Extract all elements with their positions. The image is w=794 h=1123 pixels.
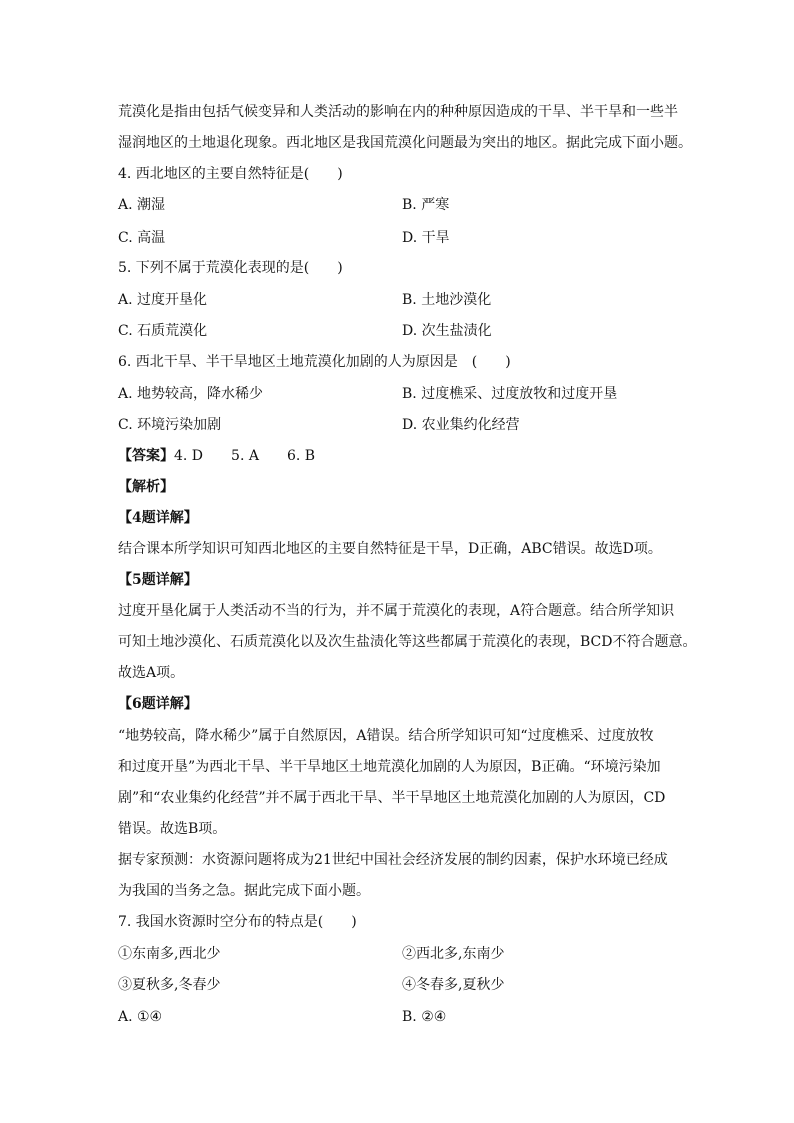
question-4-option-d: D. 干旱: [402, 230, 450, 246]
question-5-option-b: B. 土地沙漠化: [402, 292, 492, 308]
question-6-option-c: C. 环境污染加剧: [118, 417, 222, 433]
question-6-stem: 6. 西北干旱、半干旱地区土地荒漠化加剧的人为原因是 ( ): [118, 354, 511, 370]
answer-text: 4. D 5. A 6. B: [174, 448, 316, 464]
answer-line: [118, 446, 315, 466]
question-5-stem: 5. 下列不属于荒漠化表现的是( ): [118, 260, 343, 276]
question-6-option-a: A. 地势较高，降水稀少: [118, 386, 264, 402]
question-6-option-d: D. 农业集约化经营: [402, 417, 520, 433]
question-4-option-b: B. 严寒: [402, 197, 450, 213]
question-4-stem: 4. 西北地区的主要自然特征是( ): [118, 166, 343, 182]
detail-6-line-1: “地势较高，降水稀少”属于自然原因，A错误。结合所学知识可知“过度樵采、过度放牧: [118, 728, 654, 744]
question-4-option-a: A. 潮湿: [118, 197, 166, 213]
question-5-option-d: D. 次生盐渍化: [402, 323, 492, 339]
detail-5-label: 【5题详解】: [118, 572, 198, 588]
detail-5-line-3: 故选A项。: [118, 665, 185, 681]
question-7-option-b: B. ②④: [402, 1009, 447, 1025]
detail-4-line-1: 结合课本所学知识可知西北地区的主要自然特征是干旱，D正确，ABC错误。故选D项。: [118, 541, 662, 557]
detail-5-line-2: 可知土地沙漠化、石质荒漠化以及次生盐渍化等这些都属于荒漠化的表现，BCD不符合题意。: [118, 634, 697, 650]
question-7-item-4: ④冬春多,夏秋少: [402, 977, 505, 993]
detail-6-line-3: 剧”和“农业集约化经营”并不属于西北干旱、半干旱地区土地荒漠化加剧的人为原因，CD: [118, 790, 666, 806]
analysis-label: 【解析】: [118, 479, 174, 495]
question-5-option-c: C. 石质荒漠化: [118, 323, 208, 339]
question-7-stem: 7. 我国水资源时空分布的特点是( ): [118, 914, 357, 930]
detail-6-line-2: 和过度开垦”为西北干旱、半干旱地区土地荒漠化加剧的人为原因，B正确。“环境污染加: [118, 759, 661, 775]
intro2-line-2: 为我国的当务之急。据此完成下面小题。: [118, 883, 370, 899]
detail-6-label: 【6题详解】: [118, 696, 198, 712]
question-6-option-b: B. 过度樵采、过度放牧和过度开垦: [402, 386, 618, 402]
intro-line-1: 荒漠化是指由包括气候变异和人类活动的影响在内的种种原因造成的干旱、半干旱和一些半: [118, 104, 678, 120]
question-7-item-3: ③夏秋多,冬春少: [118, 977, 221, 993]
detail-6-line-4: 错误。故选B项。: [118, 821, 227, 837]
detail-5-line-1: 过度开垦化属于人类活动不当的行为，并不属于荒漠化的表现，A符合题意。结合所学知识: [118, 603, 675, 619]
answer-label: 【答案】: [118, 448, 174, 464]
intro2-line-1: 据专家预测：水资源问题将成为21世纪中国社会经济发展的制约因素，保护水环境已经成: [118, 852, 668, 868]
question-7-item-1: ①东南多,西北少: [118, 946, 221, 962]
detail-4-label: 【4题详解】: [118, 510, 198, 526]
question-5-option-a: A. 过度开垦化: [118, 292, 208, 308]
question-4-option-c: C. 高温: [118, 230, 166, 246]
question-7-option-a: A. ①④: [118, 1009, 163, 1025]
intro-line-2: 湿润地区的土地退化现象。西北地区是我国荒漠化问题最为突出的地区。据此完成下面小题。: [118, 135, 692, 151]
question-7-item-2: ②西北多,东南少: [402, 946, 505, 962]
